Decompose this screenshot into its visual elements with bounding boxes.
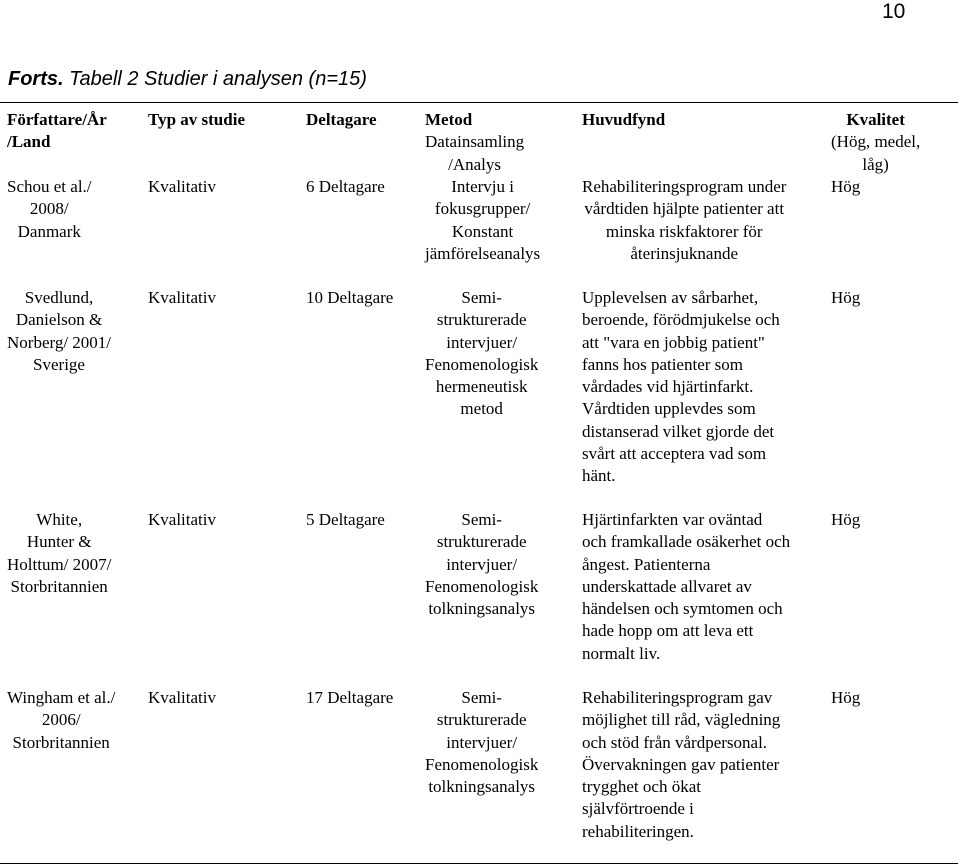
findings-line: minska riskfaktorer för <box>605 221 763 241</box>
method-line: jämförelseanalys <box>425 243 541 263</box>
author-line: Danielson & <box>15 310 103 330</box>
table-bottom-rule <box>0 863 958 864</box>
header-type: Typ av studie <box>148 110 245 129</box>
findings-line: möjlighet till råd, vägledning <box>582 710 781 730</box>
findings-line: fanns hos patienter som <box>582 354 743 374</box>
author-line: Wingham et al./ <box>7 688 116 707</box>
findings-line: och framkallade osäkerhet och <box>582 532 791 552</box>
author-line: Storbritannien <box>10 576 108 596</box>
row3-method <box>425 509 538 620</box>
row2-quality: Hög <box>831 288 861 307</box>
findings-line: att "vara en jobbig patient" <box>582 332 765 352</box>
author-line: White, <box>36 510 83 529</box>
findings-line: normalt liv. <box>582 643 661 663</box>
method-line: Intervju i <box>451 177 514 196</box>
header-quality-sub: låg) <box>862 154 889 174</box>
header-findings: Huvudfynd <box>582 110 666 129</box>
row3-findings <box>582 509 790 665</box>
method-line: tolkningsanalys <box>428 777 536 797</box>
method-line: Semi- <box>461 510 502 529</box>
author-line: 2008/ <box>29 199 69 219</box>
caption-text: Tabell 2 Studier i analysen (n=15) <box>69 68 367 90</box>
row4-quality: Hög <box>831 688 861 707</box>
header-author-line: Författare/År <box>7 110 107 129</box>
header-quality-sub: (Hög, medel, <box>831 132 921 152</box>
findings-line: Övervakningen gav patienter <box>582 754 780 774</box>
method-line: Fenomenologisk <box>425 354 539 374</box>
findings-line: underskattade allvaret av <box>582 576 752 596</box>
header-method-title: Metod <box>425 110 473 129</box>
author-line: Sverige <box>33 354 85 374</box>
row3-quality: Hög <box>831 510 861 529</box>
header-author-line: /Land <box>7 132 51 152</box>
method-line: tolkningsanalys <box>428 599 536 619</box>
method-line: strukturerade <box>436 710 527 730</box>
author-line: Schou et al./ <box>7 177 92 196</box>
author-line: Danmark <box>17 221 81 241</box>
row4-method <box>425 687 538 798</box>
author-line: Holttum/ 2007/ <box>7 554 112 574</box>
author-line: 2006/ <box>41 710 81 730</box>
row1-findings <box>582 176 786 265</box>
method-line: fokusgrupper/ <box>434 199 531 219</box>
findings-line: återinsjuknande <box>630 243 739 263</box>
table-top-rule <box>0 102 958 103</box>
header-author <box>7 109 107 154</box>
method-line: intervjuer/ <box>446 732 518 752</box>
header-participants: Deltagare <box>306 110 377 129</box>
method-line: strukturerade <box>436 532 527 552</box>
findings-line: trygghet och ökat <box>582 777 701 797</box>
method-line: Fenomenologisk <box>425 754 539 774</box>
method-line: Semi- <box>461 288 502 307</box>
header-quality <box>831 109 920 176</box>
row3-type: Kvalitativ <box>148 510 216 529</box>
row3-author <box>7 509 111 598</box>
row3-participants: 5 Deltagare <box>306 510 385 529</box>
row4-type: Kvalitativ <box>148 688 216 707</box>
row2-participants: 10 Deltagare <box>306 288 394 307</box>
findings-line: Upplevelsen av sårbarhet, <box>582 288 759 307</box>
findings-line: händelsen och symtomen och <box>582 599 783 619</box>
method-line: Fenomenologisk <box>425 576 539 596</box>
row2-findings <box>582 287 780 488</box>
findings-line: hänt. <box>582 466 616 486</box>
findings-line: beroende, förödmjukelse och <box>582 310 780 330</box>
findings-line: självförtroende i <box>582 799 694 819</box>
caption-prefix: Forts. <box>8 68 64 90</box>
findings-line: hade hopp om att leva ett <box>582 621 754 641</box>
row1-author <box>7 176 92 243</box>
findings-line: Hjärtinfarkten var oväntad <box>582 510 763 529</box>
findings-line: rehabiliteringen. <box>582 821 694 841</box>
findings-line: vårdtiden hjälpte patienter att <box>584 199 785 219</box>
findings-line: svårt att acceptera vad som <box>582 444 767 464</box>
method-line: intervjuer/ <box>446 332 518 352</box>
findings-line: Rehabiliteringsprogram under <box>582 177 787 196</box>
row4-author <box>7 687 115 754</box>
author-line: Norberg/ 2001/ <box>7 332 112 352</box>
header-method <box>425 109 524 176</box>
row4-findings <box>582 687 780 843</box>
table-caption <box>8 68 367 91</box>
row1-method <box>425 176 540 265</box>
author-line: Svedlund, <box>24 288 94 307</box>
header-quality-title: Kvalitet <box>846 110 905 129</box>
method-line: hermeneutisk <box>435 377 528 397</box>
findings-line: och stöd från vårdpersonal. <box>582 732 768 752</box>
findings-line: vårdades vid hjärtinfarkt. <box>582 377 754 397</box>
author-line: Hunter & <box>26 532 92 552</box>
row4-participants: 17 Deltagare <box>306 688 394 707</box>
findings-line: distanserad vilket gjorde det <box>582 421 775 441</box>
method-line: intervjuer/ <box>446 554 518 574</box>
author-line: Storbritannien <box>12 732 110 752</box>
row2-author <box>7 287 111 376</box>
method-line: Semi- <box>461 688 502 707</box>
page-number: 10 <box>882 0 906 23</box>
row1-quality: Hög <box>831 177 861 196</box>
row1-type: Kvalitativ <box>148 177 216 196</box>
findings-line: Vårdtiden upplevdes som <box>582 399 756 419</box>
findings-line: Rehabiliteringsprogram gav <box>582 688 773 707</box>
row1-participants: 6 Deltagare <box>306 177 385 196</box>
row2-method <box>425 287 538 421</box>
method-line: metod <box>460 399 503 419</box>
findings-line: ångest. Patienterna <box>582 554 711 574</box>
header-method-sub: /Analys <box>448 154 502 174</box>
method-line: strukturerade <box>436 310 527 330</box>
header-method-sub: Datainsamling <box>425 132 525 152</box>
method-line: Konstant <box>451 221 514 241</box>
row2-type: Kvalitativ <box>148 288 216 307</box>
